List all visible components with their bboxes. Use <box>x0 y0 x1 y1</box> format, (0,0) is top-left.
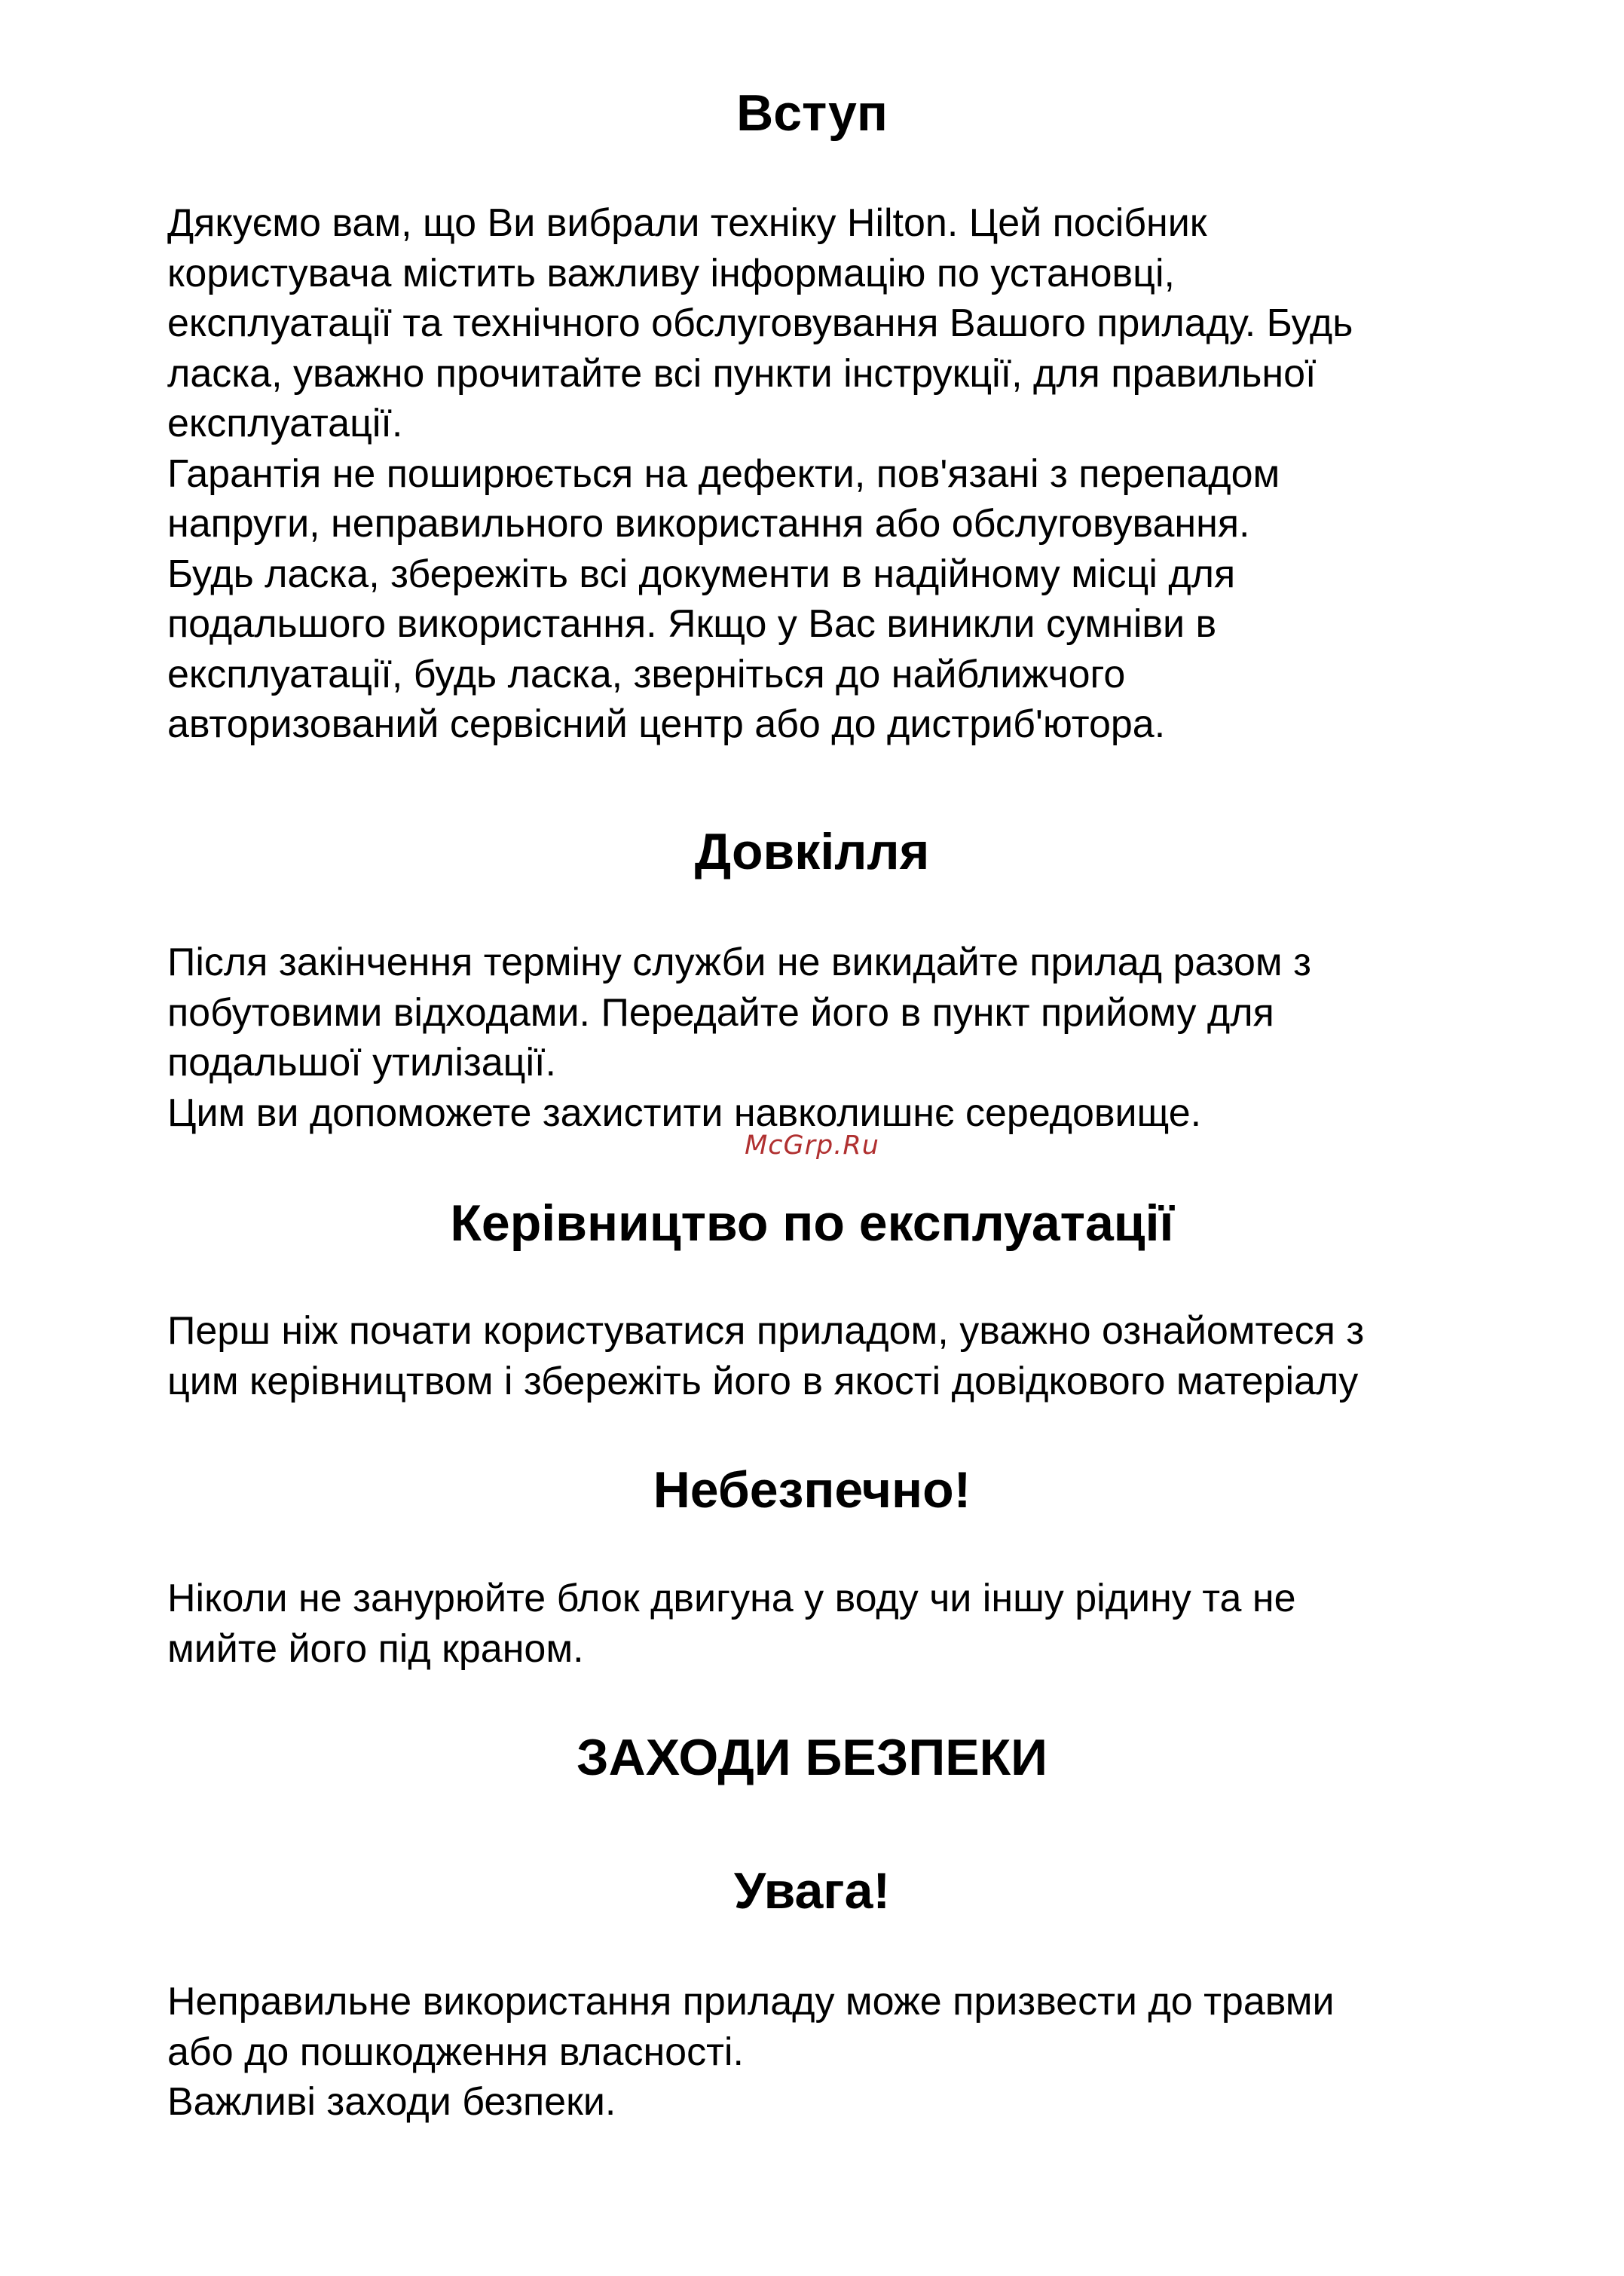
text-line: або до пошкодження власності. <box>167 2030 744 2074</box>
text-line: подальшого використання. Якщо у Вас виникли сумніви в <box>167 602 1217 646</box>
text-line: експлуатації, будь ласка, зверніться до найближчого <box>167 652 1126 696</box>
text-line: Важливі заходи безпеки. <box>167 2080 616 2124</box>
text-line: Будь ласка, збережіть всі документи в надійному місці для <box>167 552 1236 596</box>
text-line: подальшої утилізації. <box>167 1041 556 1084</box>
watermark-text: McGrp.Ru <box>745 1130 879 1161</box>
text-line: Неправильне використання приладу може призвести до травми <box>167 1980 1335 2024</box>
text-line: Після закінчення терміну служби не викидайте прилад разом з <box>167 941 1311 984</box>
paragraph-intro <box>167 198 1599 750</box>
paragraph-attention <box>167 1977 1599 2128</box>
paragraph-environment <box>167 938 1599 1138</box>
text-line: користувача містить важливу інформацію по установці, <box>167 251 1175 295</box>
paragraph-danger <box>167 1574 1599 1674</box>
text-line: побутовими відходами. Передайте його в пункт прийому для <box>167 990 1274 1035</box>
heading-environment: Довкілля <box>694 823 930 880</box>
paragraph-manual <box>167 1306 1599 1406</box>
text-line: Ніколи не занурюйте блок двигуна у воду чи іншу рідину та не <box>167 1577 1296 1620</box>
heading-safety: ЗАХОДИ БЕЗПЕКИ <box>577 1729 1047 1786</box>
text-line: авторизований сервісний центр або до дистриб'ютора. <box>167 702 1166 746</box>
text-line: експлуатації. <box>167 402 403 445</box>
text-line: Перш ніж почати користуватися приладом, уважно ознайомтеся з <box>167 1309 1365 1353</box>
text-line: напруги, неправильного використання або обслуговування. <box>167 502 1250 546</box>
text-line: мийте його під краном. <box>167 1626 584 1671</box>
heading-manual: Керівництво по експлуатації <box>450 1195 1174 1252</box>
text-line: ласка, уважно прочитайте всі пункти інструкції, для правильної <box>167 351 1317 396</box>
text-line: експлуатації та технічного обслуговування Вашого приладу. Будь <box>167 301 1353 345</box>
text-line: цим керівництвом і збережіть його в якості довідкового матеріалу <box>167 1359 1359 1403</box>
text-line: Гарантія не поширюється на дефекти, пов'язані з перепадом <box>167 451 1280 496</box>
heading-intro: Вступ <box>736 84 888 142</box>
text-line: Цим ви допоможете захистити навколишнє середовище. <box>167 1091 1202 1135</box>
text-line: Дякуємо вам, що Ви вибрали техніку Hilton. Цей посібник <box>167 201 1207 245</box>
heading-danger: Небезпечно! <box>653 1461 971 1519</box>
heading-attention: Увага! <box>733 1862 891 1920</box>
